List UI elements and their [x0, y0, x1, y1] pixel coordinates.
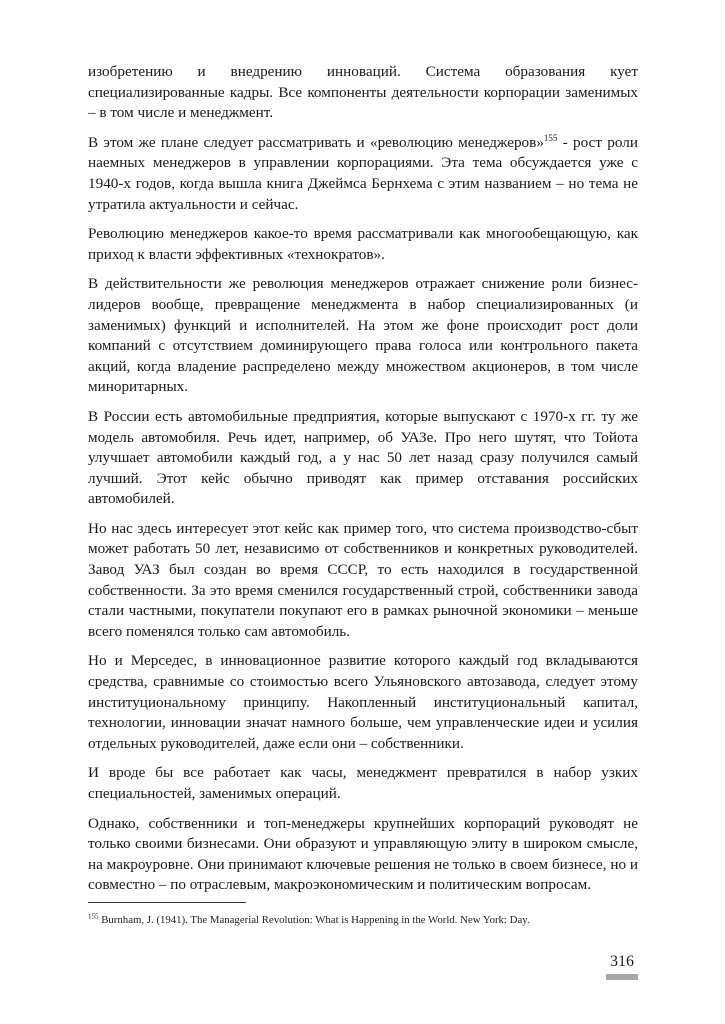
paragraph-8: И вроде бы все работает как часы, менеджмент превратился в набор узких специальностей, заменимых операций. [88, 764, 638, 802]
paragraph-7: Но и Мерседес, в инновационное развитие которого каждый год вкладываются средства, сравнимые со стоимостью всего Ульяновского автозавода, следует этому институциональному принципу. Накопленный институциональный капитал, технологии, инновации значат намного больше, чем управленческие идеи и усилия отдельных руководителей, даже если они – собственники. [88, 652, 638, 752]
footnote-reference[interactable]: 155 [543, 132, 558, 143]
paragraph-9: Однако, собственники и топ-менеджеры крупнейших корпораций руководят не только своими бизнесами. Они образуют и управляющую элиту в широком смысле, на макроуровне. Они принимают ключевые решения не только в своем бизнесе, но и совместно – по отраслевым, макроэкономическим и политическим вопросам. [88, 814, 638, 894]
footnote-text: Burnham, J. (1941). The Managerial Revolution: What is Happening in the World. New York: Day. [98, 914, 530, 926]
paragraph-5: В России есть автомобильные предприятия, которые выпускают с 1970-х гг. ту же модель автомобиля. Речь идет, например, об УАЗе. Про него шутят, что Тойота улучшает автомобили каждый год, а у нас 50 лет назад сразу получился самый лучший. Этот кейс обычно приводят как пример отставания российских автомобилей. [88, 407, 638, 508]
paragraph-4: В действительности же революция менеджеров отражает снижение роли бизнес-лидеров вообще, превращение менеджмента в набор специализированных (и заменимых) функций и исполнителей. На этом же фоне происходит рост доли компаний с отсутствием доминирующего права голоса или контрольного пакета акций, когда владение распределено между множеством акционеров, в том числе миноритарных. [88, 275, 638, 396]
page-body [88, 62, 638, 905]
footnote-divider [88, 902, 246, 903]
paragraph-2-text-before: В этом же плане следует рассматривать и «революцию менеджеров» [88, 133, 544, 151]
paragraph-6: Но нас здесь интересует этот кейс как пример того, что система производство-сбыт может работать 50 лет, независимо от собственников и конкретных руководителей. Завод УАЗ был создан во время СССР, то есть находился в государственной собственности. За это время сменился государственный строй, собственники завода стали частными, покупатели покупают его в рамках рыночной экономики – меньше всего поменялся только сам автомобиль. [88, 519, 638, 640]
paragraph-3: Революцию менеджеров какое-то время рассматривали как многообещающую, как приход к власти эффективных «технократов». [88, 225, 638, 263]
page-number-bar [606, 974, 638, 980]
paragraph-1: изобретению и внедрению инноваций. Система образования кует специализированные кадры. Все компоненты деятельности корпорации заменимых – в том числе и менеджмент. [88, 63, 638, 122]
footnote-number: 155 [88, 912, 99, 921]
paragraph-2-text-after: - рост роли наемных менеджеров в управлении корпорациями. Эта тема обсуждается уже с 1940-х годов, когда вышла книга Джеймса Бернхема с этим названием – но тема не утратила актуальности и сейчас. [88, 133, 638, 213]
page-number: 316 [610, 953, 634, 970]
footnote [88, 913, 638, 927]
paragraph-2 [88, 133, 638, 215]
